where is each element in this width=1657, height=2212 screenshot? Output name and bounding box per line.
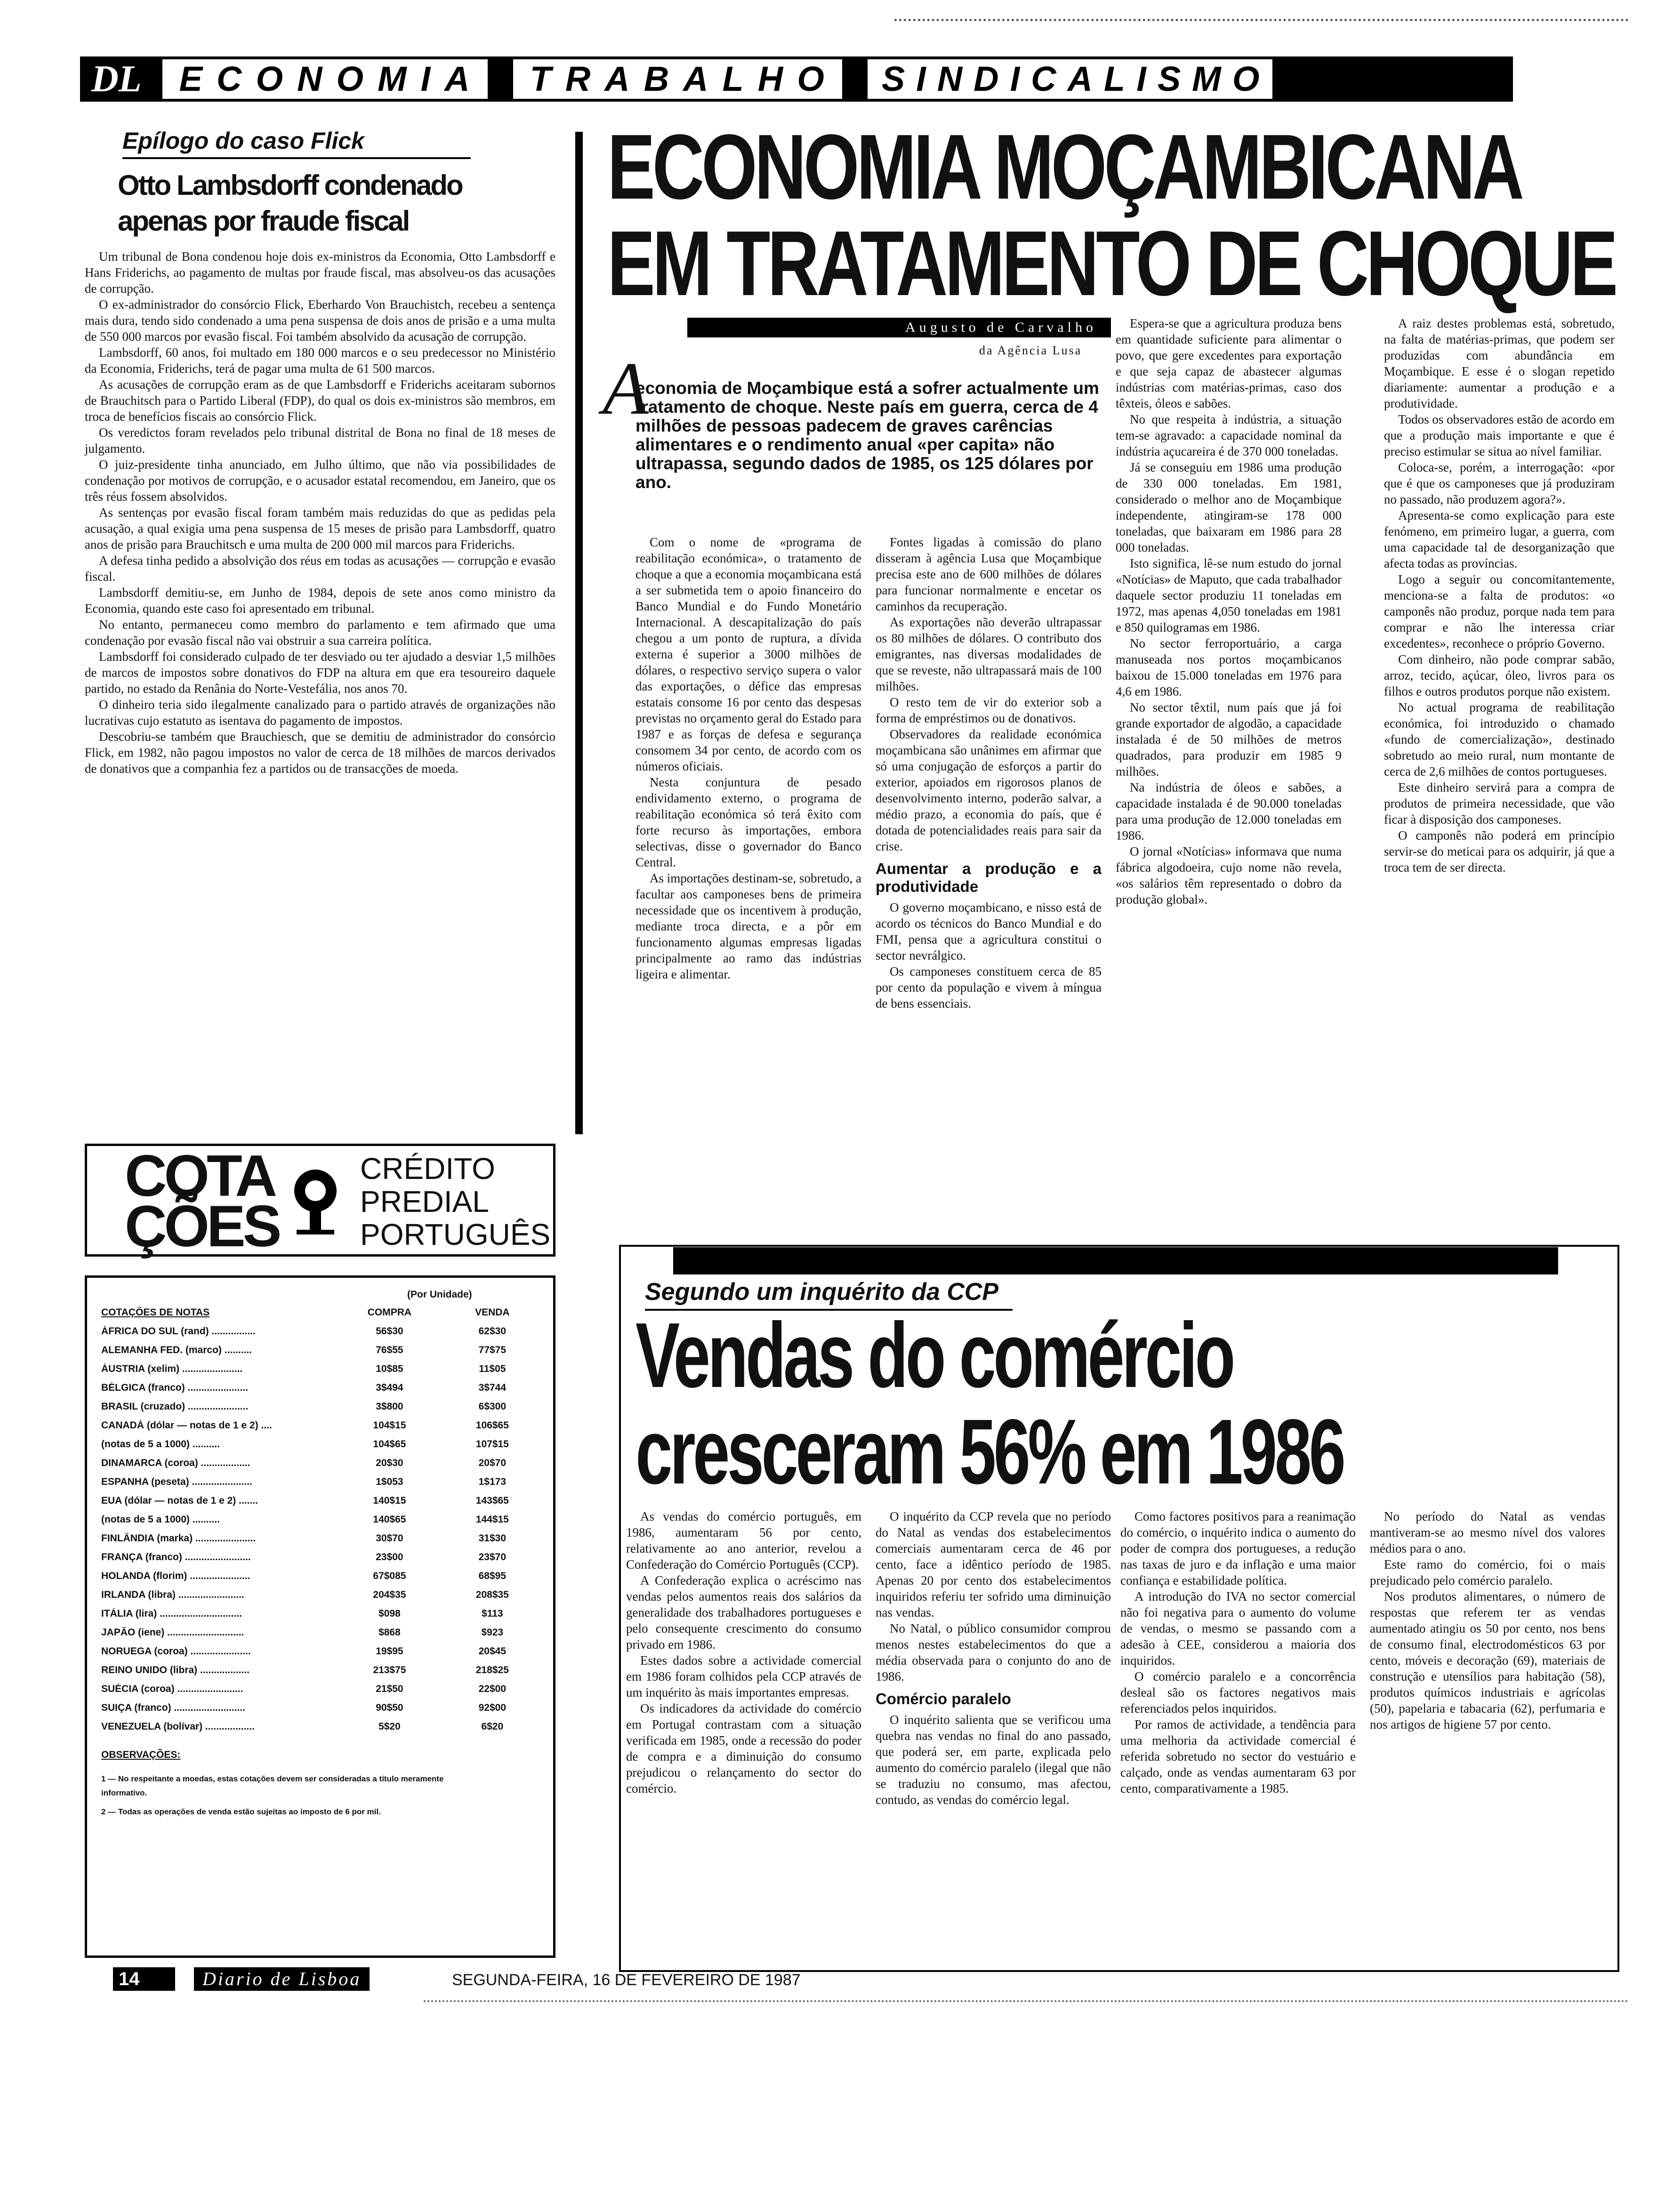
currency-name: HOLANDA (florim) ...................... [101,1571,250,1581]
cotacoes-logo-box [85,1144,555,1257]
flick-paragraph: No entanto, permaneceu como membro do parlamento e tem afirmado que uma condenação por evasão fiscal não vai obstruir a sua carreira política. [85,617,555,648]
buy-rate: 204$35 [373,1589,406,1600]
currency-name: ÁUSTRIA (xelim) ...................... [101,1363,243,1374]
mozambique-paragraph: No que respeita à indústria, a situação tem-se agravado: a capacidade nominal da indústria açucareira é de 370 000 toneladas. [1116,412,1342,458]
mozambique-paragraph: Com o nome de «programa de reabilitação económica», o tratamento de choque a que a economia moçambicana está a ser submetida tem o apoio financeiro do Banco Mundial e do Fundo Monetário Internacional. A descapitalização do país chegou a um ponto de ruptura, a dívida externa é superior a 3000 milhões de dólares, o respectivo serviço supera o valor das exportações, o défice das empresas estatais consome 16 por cento das despesas previstas no orçamento geral do Estado para 1987 e as forças de defesa e segurança consomem 34 por cento, de acordo com os números oficiais. [635,535,861,773]
buy-rate: 140$15 [373,1495,406,1506]
page-date: SEGUNDA-FEIRA, 16 DE FEVEREIRO DE 1987 [452,1971,801,1989]
vendas-col-2 [876,1508,1111,1808]
currency-name: SUIÇA (franco) .......................... [101,1702,246,1713]
flick-paragraph: O dinheiro teria sido ilegalmente canalizado para o partido através de organizações não lucrativas cujo estatuto as isentava do pagamento de impostos. [85,697,555,728]
vendas-paragraph: O inquérito salienta que se verificou uma quebra nas vendas no final do ano passado, que poderá ser, em parte, explicada pelo aumento do comércio paralelo (ilegal que não se traduziu no consumo, mas afectou, contudo, as vendas do comércio legal. [876,1713,1111,1807]
cotacoes-logo-word-1: COTA [125,1144,275,1209]
currency-name: ESPANHA (peseta) ...................... [101,1476,252,1487]
table-header [101,1303,544,1322]
sell-rate: 92$00 [478,1702,507,1713]
sell-rate: 208$35 [475,1589,509,1600]
buy-rate: 1$053 [376,1476,403,1487]
mozambique-paragraph: Nesta conjuntura de pesado endividamento externo, o programa de reabilitação económica só terá êxito com forte recurso às importações, embora selectivas, disse o governador do Banco Central. [635,775,861,869]
currency-name: FRANÇA (franco) ........................ [101,1552,251,1563]
currency-name: EUA (dólar — notas de 1 e 2) ....... [101,1495,258,1506]
vendas-paragraph: Nos produtos alimentares, o número de respostas que referem ter as vendas aumentado atingiu os 50 por cento, nos bens de consumo final, electrodomésticos 63 por cento, móveis e decoração (69), materiais de construção e utensílios para habitação (58), produtos químicos industriais e agrícolas (50), papelaria e tabacaria (62), perfumaria e nos artigos de higiene 57 por cento. [1370,1589,1605,1731]
vendas-paragraph: Estes dados sobre a actividade comercial em 1986 foram colhidos pela CCP através de um inquérito às mais importantes empresas. [626,1653,861,1699]
sell-rate: 1$173 [478,1476,507,1487]
currency-name: BRASIL (cruzado) ...................... [101,1401,249,1412]
table-row [101,1322,544,1341]
column-divider [575,132,583,1134]
obs-2: 2 — Todas as operações de venda estão sujeitas ao imposto de 6 por mil. [101,1807,381,1816]
table-row [101,1397,544,1416]
mozambique-paragraph: Logo a seguir ou concomitantemente, menciona-se a falta de produtos: «o camponês não produz, porque nada tem para comprar e não lhe interessa criar excedentes», reconhece o próprio Governo. [1384,572,1615,650]
buy-rate: 10$85 [376,1363,403,1374]
currency-name: ÁFRICA DO SUL (rand) ................ [101,1326,256,1337]
sell-rate: 11$05 [479,1363,506,1374]
mozambique-paragraph: No actual programa de reabilitação económica, foi introduzido o chamado «fundo de comercialização», destinado sobretudo ao meio rural, num montante de cerca de 2,6 milhões de contos portugueses. [1384,700,1615,778]
vendas-top-bar [673,1247,1558,1274]
buy-rate: 104$65 [373,1439,406,1450]
buy-rate: 67$085 [373,1571,406,1581]
byline-bar [687,318,1111,337]
sell-rate: 6$20 [481,1721,504,1732]
buy-rate: 21$50 [376,1683,403,1694]
mozambique-headline-1: ECONOMIA MOÇAMBICANA [607,115,1521,218]
table-row [101,1586,544,1604]
table-row [101,1491,544,1510]
paper-logo: DL [91,58,142,100]
table-row [101,1548,544,1567]
byline: Augusto de Carvalho [905,320,1097,335]
sell-rate: 20$70 [478,1458,507,1468]
currency-name: JAPÃO (iene) ............................ [101,1627,244,1638]
mozambique-col-2 [876,534,1102,1011]
buy-rate: 140$65 [373,1514,406,1525]
mozambique-paragraph: No sector têxtil, num país que já foi grande exportador de algodão, a capacidade instalada é de 50 milhões de metros quadrados, para produzir em 1985 9 milhões. [1116,700,1342,778]
mozambique-paragraph: O jornal «Notícias» informava que numa fábrica algodoeira, cujo nome não revela, «os salários têm representado o dobro da produção global». [1116,844,1342,906]
table-row [101,1435,544,1454]
vendas-kicker: Segundo um inquérito da CCP [645,1278,1013,1311]
flick-paragraph: Lambsdorff foi considerado culpado de ter desviado ou ter ajudado a desviar 1,5 milhões de marcos de impostos sobre donativos do FDP na altura em que era tesoureiro daquele partido, no estado da Renânia do Norte-Vestefália, nos anos 70. [85,649,555,696]
vendas-col-4 [1370,1508,1605,1732]
table-row [101,1661,544,1680]
sell-rate: $923 [481,1627,504,1638]
unit-note: (Por Unidade) [407,1289,472,1300]
mozambique-subhead: Aumentar a produção e a produtividade [876,860,1102,895]
sell-rate: 20$45 [478,1646,507,1657]
mozambique-lead: economia de Moçambique está a sofrer actualmente um tratamento de choque. Neste país em guerra, cerca de 4 milhões de pessoas padecem de graves carências alimentares e o rendimento anual «per capita» não ultrapassa, segundo dados de 1985, os 125 dólares por ano. [635,378,1099,492]
mozambique-paragraph: Com dinheiro, não pode comprar sabão, arroz, tecido, açúcar, óleo, livros para os filhos e outros produtos porque não existem. [1384,652,1615,698]
currency-name: VENEZUELA (bolívar) .................. [101,1721,255,1732]
cotacoes-logo-word-2: ÇÕES [125,1194,279,1259]
currency-name: REINO UNIDO (libra) .................. [101,1665,250,1675]
mozambique-headline-2: EM TRATAMENTO DE CHOQUE [607,212,1616,315]
flick-paragraph: As sentenças por evasão fiscal foram também mais reduzidas do que as pedidas pela acusação, a qual exigia uma pena suspensa de 15 meses de prisão para Lambsdorff, quatro anos de prisão para Brauchitsch e uma multa de 200 000 mil marcos para Friderichs. [85,505,555,552]
buy-rate: 20$30 [376,1458,403,1468]
sell-rate: 107$15 [475,1439,509,1450]
mozambique-paragraph: Os camponeses constituem cerca de 85 por cento da população e vivem à míngua de bens essenciais. [876,964,1102,1010]
flick-headline: Otto Lambsdorff condenado apenas por fraude fiscal [118,169,462,237]
page-number: 14 [113,1967,175,1991]
mozambique-paragraph: As exportações não deverão ultrapassar os 80 milhões de dólares. O contributo dos emigrantes, nas diversas modalidades de que se reveste, não ultrapassará mais de 100 milhões. [876,615,1102,693]
sell-rate: 143$65 [475,1495,509,1506]
table-row [101,1341,544,1360]
section-trabalho: TRABALHO [511,57,844,101]
mozambique-col-1 [635,534,861,982]
buy-rate: 56$30 [376,1326,403,1337]
sell-rate: 62$30 [478,1326,507,1337]
header-buy: COMPRA [367,1307,412,1318]
currency-name: IRLANDA (libra) ........................ [101,1589,244,1600]
bank-name-line-3: PORTUGUÊS [360,1218,551,1251]
buy-rate: 3$800 [376,1401,403,1412]
sell-rate: 218$25 [475,1665,509,1675]
vendas-paragraph: Os indicadores da actividade do comércio em Portugal contrastam com a situação verificada em 1985, onde a recessão do poder de compra e a diminuição do consumo prejudicou o relançamento do sector do comércio. [626,1701,861,1795]
bank-name-line-1: CRÉDITO [360,1152,495,1186]
flick-paragraph: O juiz-presidente tinha anunciado, em Julho último, que não via possibilidades de condenação por motivos de corrupção, e o acusador estatal recomendou, em Janeiro, que os três réus fossem absolvidos. [85,457,555,504]
sell-rate: 6$300 [478,1401,507,1412]
header-notes: COTAÇÕES DE NOTAS [101,1307,210,1318]
mozambique-paragraph: O governo moçambicano, e nisso está de acordo os técnicos do Banco Mundial e do FMI, pensa que a agricultura constitui o sector nevrálgico. [876,900,1102,962]
dropcap: A [603,346,649,430]
currency-name: ITÁLIA (lira) .............................. [101,1608,242,1619]
flick-article [85,127,565,777]
flick-paragraph: Descobriu-se também que Brauchiesch, que se demitiu de administrador do consórcio Flick, em 1982, não pagou impostos no valor de cerca de 18 milhões de marcos derivados de donativos que a companhia fez a partidos ou de transacções de moeda. [85,729,555,776]
obs-title: OBSERVAÇÕES: [101,1749,181,1760]
table-row [101,1360,544,1378]
buy-rate: 104$15 [373,1420,406,1431]
sell-rate: 22$00 [478,1683,507,1694]
mozambique-paragraph: Apresenta-se como explicação para este fenómeno, em primeiro lugar, a guerra, com uma capacidade tal de desorganização que afecta todas as províncias. [1384,508,1615,570]
table-row [101,1680,544,1699]
buy-rate: $098 [378,1608,401,1619]
sell-rate: 106$65 [475,1420,509,1431]
vendas-paragraph: O inquérito da CCP revela que no período do Natal as vendas dos estabelecimentos comerciais aumentaram cerca de 46 por cento, face a idêntico período de 1985. Apenas 20 por cento dos estabelecimentos inquiridos referiu ter sofrido uma diminuição nas vendas. [876,1509,1111,1619]
table-row [101,1604,544,1623]
header-sell: VENDA [475,1307,510,1318]
mozambique-paragraph: Espera-se que a agricultura produza bens em quantidade suficiente para alimentar o povo, que gere excedentes para exportação e que seja capaz de abastecer algumas indústrias com matérias-primas, caso dos têxteis, óleos e sabões. [1116,316,1342,410]
paper-name: Diario de Lisboa [194,1967,370,1991]
mozambique-paragraph: Fontes ligadas à comissão do plano disseram à agência Lusa que Moçambique precisa este ano de 600 milhões de dólares para funcionar normalmente e encetar os caminhos da recuperação. [876,535,1102,613]
sell-rate: $113 [482,1608,503,1619]
currency-name: (notas de 5 a 1000) .......... [101,1514,220,1525]
buy-rate: 23$00 [376,1552,403,1563]
rate-rows [101,1322,544,1736]
sell-rate: 144$15 [475,1514,509,1525]
vendas-paragraph: Por ramos de actividade, a tendência para uma melhoria da actividade comercial é referida sobretudo no sector do vestuário e calçado, onde as vendas aumentaram 63 por cento, comparativamente a 1985. [1120,1717,1356,1795]
section-economia: ECONOMIA [161,57,490,101]
buy-rate: 5$20 [378,1721,401,1732]
sell-rate: 77$75 [478,1345,507,1355]
vendas-paragraph: Este ramo do comércio, foi o mais prejudicado pelo comércio paralelo. [1370,1557,1605,1587]
buy-rate: 30$70 [376,1533,403,1544]
flick-paragraph: A defesa tinha pedido a absolvição dos réus em todas as acusações — corrupção e evasão fiscal. [85,553,555,584]
mozambique-col-3 [1116,315,1342,907]
table-row [101,1454,544,1473]
table-row [101,1623,544,1642]
cotacoes-table-box [85,1275,555,1958]
section-masthead [80,56,1513,102]
mozambique-paragraph: Coloca-se, porém, a interrogação: «por que é que os camponeses que já produziram no passado, não produzem agora?». [1384,460,1615,506]
vendas-paragraph: No Natal, o público consumidor comprou menos nestes estabelecimentos do que a média observada para o conjunto do ano de 1986. [876,1621,1111,1683]
mozambique-paragraph: O resto tem de vir do exterior sob a forma de empréstimos ou de donativos. [876,695,1102,725]
bank-name-line-2: PREDIAL [360,1185,489,1218]
flick-paragraph: O ex-administrador do consórcio Flick, Eberhardo Von Brauchistch, recebeu a sentença mais dura, tendo sido condenado a uma pena suspensa de dois anos de prisão e a uma multa de 550 000 marcos por evasão fiscal. Foi também absolvido da acusação de corrupção. [85,297,555,344]
currency-name: NORUEGA (coroa) ...................... [101,1646,251,1657]
mozambique-paragraph: As importações destinam-se, sobretudo, a facultar aos camponeses bens de primeira necessidade que os incentivem à produção, mediante troca directa, e a pôr em funcionamento algumas empresas ligadas principalmente ao ramo das indústrias ligeira e alimentar. [635,871,861,981]
buy-rate: 3$494 [376,1382,403,1393]
buy-rate: 213$75 [373,1665,406,1675]
flick-paragraph: Lambsdorff demitiu-se, em Junho de 1984, depois de sete anos como ministro da Economia, quando este caso foi apresentado em tribunal. [85,585,555,616]
vendas-paragraph: No período do Natal as vendas mantiveram-se ao mesmo nível dos valores médios para o ano. [1370,1509,1605,1555]
currency-name: BÉLGICA (franco) ...................... [101,1382,248,1393]
mozambique-paragraph: Já se conseguiu em 1986 uma produção de 330 000 toneladas. Em 1981, considerado o melhor ano de Moçambique independente, atingiram-se 178 000 toneladas, que baixaram em 1986 para 28 000 toneladas. [1116,460,1342,554]
vendas-headline-2: cresceram 56% em 1986 [635,1400,1343,1503]
table-row [101,1529,544,1548]
buy-rate: 19$95 [376,1646,403,1657]
flick-body [85,248,555,777]
flick-paragraph: Os veredictos foram revelados pelo tribunal distrital de Bona no final de 18 meses de julgamento. [85,425,555,456]
flick-paragraph: As acusações de corrupção eram as de que Lambsdorff e Friderichs aceitaram subornos de Brauchitsch para o Partido Liberal (FDP), do qual os dois ex-ministros são membros, em troca de benefícios fiscais ao consórcio Flick. [85,377,555,424]
currency-name: DINAMARCA (coroa) .................. [101,1458,250,1468]
currency-name: FINLÂNDIA (marka) ...................... [101,1533,256,1544]
buy-rate: $868 [378,1627,401,1638]
currency-name: CANADÁ (dólar — notas de 1 e 2) .... [101,1420,272,1431]
vendas-paragraph: As vendas do comércio português, em 1986, aumentaram 56 por cento, relativamente ao ano anterior, revelou a Confederação do Comércio Português (CCP). [626,1509,861,1571]
vendas-paragraph: A Confederação explica o acréscimo nas vendas pelos aumentos reais dos salários da generalidade dos trabalhadores portugueses e pelo consequente crescimento do consumo privado em 1986. [626,1573,861,1651]
agency-credit: da Agência Lusa [979,344,1082,357]
mozambique-paragraph: Na indústria de óleos e sabões, a capacidade instalada é de 90.000 toneladas para uma produção de 12.000 toneladas em 1986. [1116,780,1342,842]
mozambique-paragraph: A raiz destes problemas está, sobretudo, na falta de matérias-primas, que podem ser produzidas com abundância em Moçambique. E esse é o slogan repetido diariamente: aumentar a produção e a produtividade. [1384,316,1615,410]
mozambique-col-4 [1384,315,1615,875]
top-dotted-rule [894,19,1629,21]
sell-rate: 3$744 [478,1382,507,1393]
sell-rate: 23$70 [478,1552,507,1563]
vendas-col-1 [626,1508,861,1796]
mozambique-paragraph: Observadores da realidade económica moçambicana são unânimes em afirmar que só uma conjugação de esforços a partir do exterior, apoiados em rigorosos planos de desenvolvimento interno, poderão salvar, a médio prazo, a economia do país, que é dotada de potencialidades reais para sair da crise. [876,727,1102,853]
table-row [101,1717,544,1736]
table-row [101,1567,544,1586]
mozambique-paragraph: Este dinheiro servirá para a compra de produtos de primeira necessidade, que vão ficar à disposição dos camponeses. [1384,780,1615,826]
vendas-subhead: Comércio paralelo [876,1690,1011,1707]
currency-name: ALEMANHA FED. (marco) .......... [101,1345,252,1355]
mozambique-paragraph: O camponês não poderá em princípio servir-se do meticai para os adquirir, já que a troca tem de ser directa. [1384,828,1615,874]
buy-rate: 90$50 [376,1702,403,1713]
table-row [101,1699,544,1717]
sell-rate: 31$30 [478,1533,507,1544]
table-row [101,1378,544,1397]
currency-name: SUÉCIA (coroa) ........................ [101,1683,243,1694]
table-row [101,1642,544,1661]
section-sindicalismo: SINDICALISMO [866,57,1275,101]
flick-paragraph: Lambsdorff, 60 anos, foi multado em 180 000 marcos e o seu predecessor no Ministério da Economia, Friderichs, terá de pagar uma multa de 61 500 marcos. [85,345,555,376]
vendas-headline-1: Vendas do comércio [635,1304,1233,1407]
flick-kicker: Epílogo do caso Flick [122,127,471,159]
bank-emblem-icon [282,1165,348,1235]
mozambique-paragraph: Todos os observadores estão de acordo em que a produção mais importante e que é preciso estimular se situa ao nível familiar. [1384,412,1615,458]
sell-rate: 68$95 [478,1571,507,1581]
table-row [101,1416,544,1435]
mozambique-paragraph: Isto significa, lê-se num estudo do jornal «Notícias» de Maputo, que cada trabalhador daquele sector produziu 11 toneladas em 1972, mas apenas 4,050 toneladas em 1981 e 850 quilogramas em 1986. [1116,556,1342,634]
bottom-dotted-rule [424,2000,1629,2002]
buy-rate: 76$55 [376,1345,403,1355]
table-row [101,1473,544,1491]
currency-name: (notas de 5 a 1000) .......... [101,1439,220,1450]
mozambique-paragraph: No sector ferroportuário, a carga manuseada nos portos moçambicanos baixou de 15.000 toneladas em 1976 para 4,6 em 1986. [1116,636,1342,698]
flick-paragraph: Um tribunal de Bona condenou hoje dois ex-ministros da Economia, Otto Lambsdorff e Hans Friderichs, ao pagamento de multas por fraude fiscal, mas absolveu-os das acusações de corrupção. [85,249,555,296]
vendas-paragraph: Como factores positivos para a reanimação do comércio, o inquérito indica o aumento do poder de compra dos portugueses, a redução nas taxas de juro e da inflação e uma maior confiança e estabilidade política. [1120,1509,1356,1587]
table-row [101,1510,544,1529]
vendas-paragraph: A introdução do IVA no sector comercial não foi negativa para o aumento do volume de vendas, o mesmo se passando com a adesão à CEE, considerou a maioria dos inquiridos. [1120,1589,1356,1667]
vendas-col-3 [1120,1508,1356,1796]
obs-1: 1 — No respeitante a moedas, estas cotações devem ser consideradas a título meramente informativo. [101,1774,444,1797]
vendas-paragraph: O comércio paralelo e a concorrência desleal são os factores negativos mais referenciados pelos inquiridos. [1120,1669,1356,1715]
